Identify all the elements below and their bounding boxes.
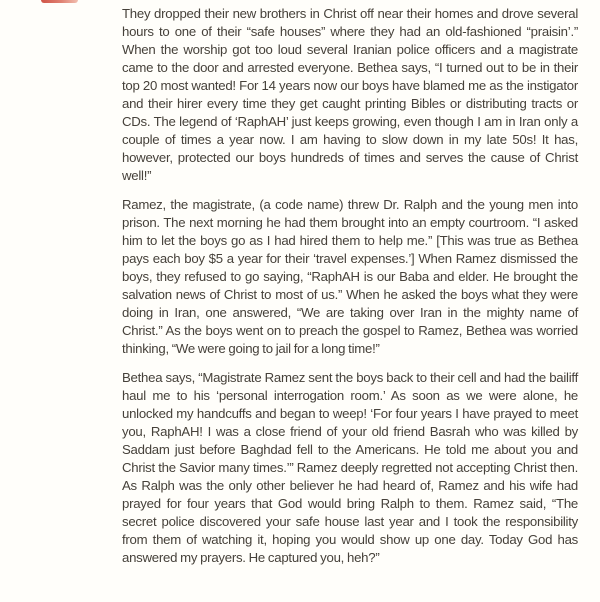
paragraph-1: They dropped their new brothers in Christ off near their homes and drove several hours to one of their “safe houses” where they had an old-fashioned “praisin’.” When the worship got too loud several Iranian police officers and a magistrate came to the door and arrested everyone. Bethea says, “I turned out to be in their top 20 most wanted! For 14 years now our boys have blamed me as the instigator and their hirer every time they get caught printing Bibles or distributing tracts or CDs. The legend of ‘RaphAH’ just keeps growing, even though I am in Iran only a couple of times a year now. I am having to slow down in my late 50s! It has, however, protected our boys hundreds of times and serves the cause of Christ well!” — [122, 6, 578, 183]
paragraph-2: Ramez, the magistrate, (a code name) threw Dr. Ralph and the young men into prison. The next morning he had them brought into an empty courtroom. “I asked him to let the boys go as I had hired them to help me.” [This was true as Bethea pays each boy $5 a year for their ‘travel expenses.’] When Ramez dismissed the boys, they refused to go saying, “RaphAH is our Baba and elder. He brought the salvation news of Christ to most of us.” When he asked the boys what they were doing in Iran, one answered, “We are taking over Iran in the mighty name of Christ.” As the boys went on to preach the gospel to Ramez, Bethea was worried thinking, “We were going to jail for a long time!” — [122, 197, 578, 356]
paragraph-3: Bethea says, “Magistrate Ramez sent the boys back to their cell and had the bailiff haul me to his ‘personal interrogation room.’ As soon as we were alone, he unlocked my handcuffs and began to weep! ‘For four years I have prayed to meet you, RaphAH! I was a close friend of your old friend Basrah who was killed by Saddam just before Baghdad fell to the Americans. He told me about you and Christ the Savior many times.’” Ramez deeply regretted not accepting Christ then. As Ralph was the only other believer he had heard of, Ramez and his wife had prayed for four years that God would bring Ralph to them. Ramez said, “The secret police discovered your safe house last year and I took the responsibility from them of watching it, hoping you would show up one day. Today God has answered my prayers. He captured you, heh?” — [122, 370, 578, 565]
text-block — [122, 5, 578, 567]
cropped-red-graphic — [41, 0, 78, 3]
